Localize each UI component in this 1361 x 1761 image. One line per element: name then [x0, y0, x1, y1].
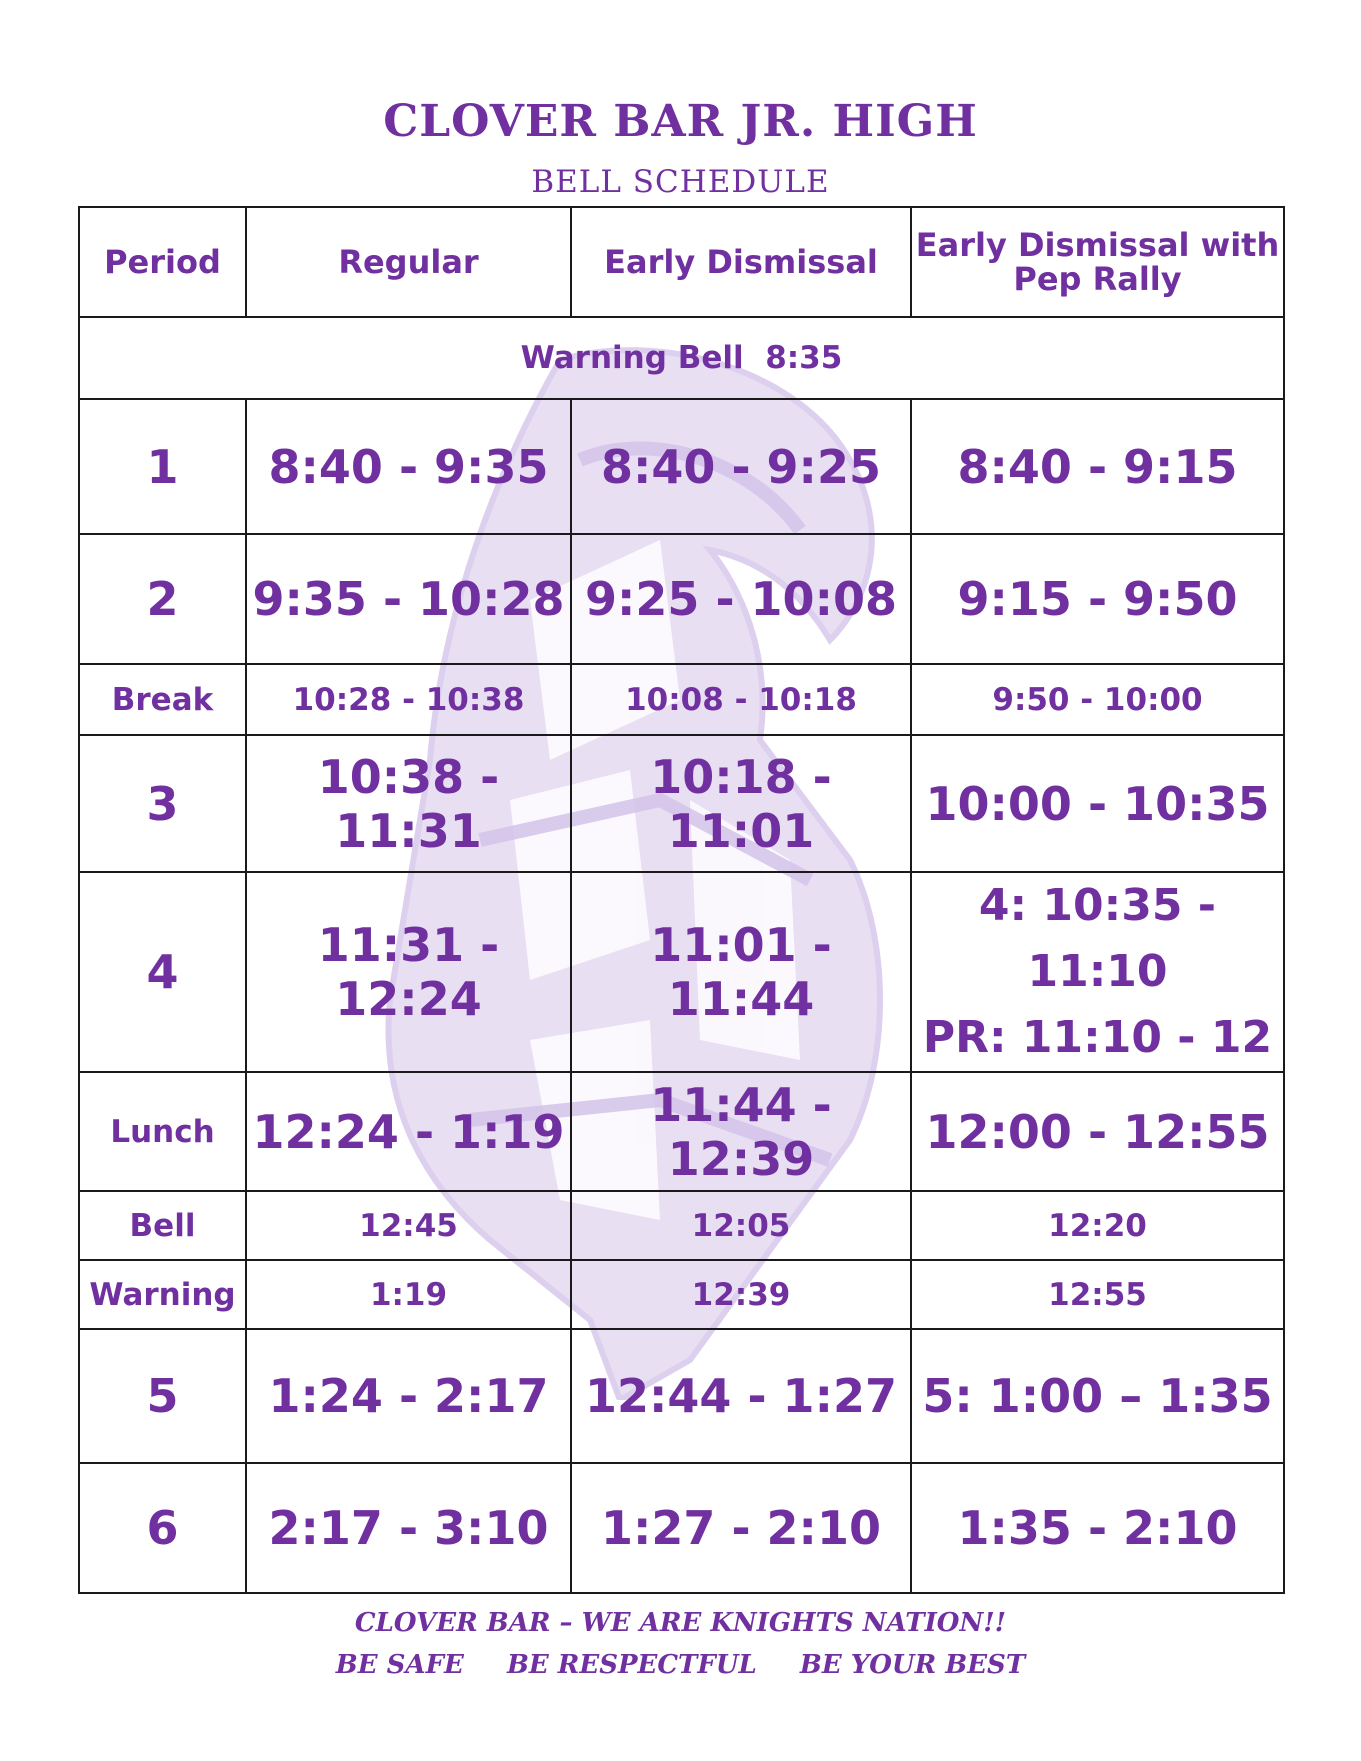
- period-cell: Break: [79, 664, 246, 735]
- header-period: Period: [79, 207, 246, 317]
- table-row: [79, 1072, 1284, 1191]
- pep-cell: [911, 872, 1284, 1072]
- regular-cell: 12:45: [246, 1191, 571, 1260]
- pep-cell: 10:00 - 10:35: [911, 735, 1284, 872]
- early-cell: 11:01 - 11:44: [571, 872, 911, 1072]
- motto-be-safe: BE SAFE: [335, 1650, 464, 1680]
- table-row: [79, 1463, 1284, 1593]
- period-cell: 6: [79, 1463, 246, 1593]
- period-cell: 4: [79, 872, 246, 1072]
- page-title: CLOVER BAR JR. HIGH: [383, 96, 978, 147]
- regular-cell: 1:19: [246, 1260, 571, 1329]
- bell-schedule-table: [78, 206, 1285, 1594]
- regular-cell: 8:40 - 9:35: [246, 399, 571, 534]
- table-row: [79, 534, 1284, 664]
- regular-cell: 11:31 - 12:24: [246, 872, 571, 1072]
- pep-rally-time: PR: 11:10 - 12: [922, 1012, 1273, 1063]
- early-cell: 9:25 - 10:08: [571, 534, 911, 664]
- motto-be-your-best: BE YOUR BEST: [799, 1650, 1026, 1680]
- regular-cell: 12:24 - 1:19: [246, 1072, 571, 1191]
- header-early-dismissal-pep-rally: Early Dismissal with Pep Rally: [911, 207, 1284, 317]
- table-row: [79, 664, 1284, 735]
- footer-mottos: [0, 1650, 1361, 1680]
- pep-cell: 12:55: [911, 1260, 1284, 1329]
- pep-cell: 9:50 - 10:00: [911, 664, 1284, 735]
- early-cell: 11:44 - 12:39: [571, 1072, 911, 1191]
- period-cell: Lunch: [79, 1072, 246, 1191]
- early-cell: 12:44 - 1:27: [571, 1329, 911, 1463]
- warning-bell-row: [79, 317, 1284, 399]
- table-row: [79, 399, 1284, 534]
- early-cell: 1:27 - 2:10: [571, 1463, 911, 1593]
- page-subtitle: BELL SCHEDULE: [531, 164, 830, 200]
- regular-cell: 2:17 - 3:10: [246, 1463, 571, 1593]
- table-row: [79, 1191, 1284, 1260]
- motto-be-respectful: BE RESPECTFUL: [506, 1650, 757, 1680]
- period-cell: 5: [79, 1329, 246, 1463]
- table-row: [79, 872, 1284, 1072]
- early-cell: 10:18 - 11:01: [571, 735, 911, 872]
- period-cell: 2: [79, 534, 246, 664]
- period-cell: Bell: [79, 1191, 246, 1260]
- early-cell: 10:08 - 10:18: [571, 664, 911, 735]
- regular-cell: 9:35 - 10:28: [246, 534, 571, 664]
- footer-slogan: CLOVER BAR – WE ARE KNIGHTS NATION!!: [354, 1608, 1007, 1638]
- pep-period-4: 4: 10:35 - 11:10: [978, 880, 1217, 997]
- early-cell: 12:39: [571, 1260, 911, 1329]
- header-early-dismissal: Early Dismissal: [571, 207, 911, 317]
- regular-cell: 10:28 - 10:38: [246, 664, 571, 735]
- pep-cell: 5: 1:00 – 1:35: [911, 1329, 1284, 1463]
- pep-cell: 1:35 - 2:10: [911, 1463, 1284, 1593]
- pep-cell: 9:15 - 9:50: [911, 534, 1284, 664]
- early-cell: 8:40 - 9:25: [571, 399, 911, 534]
- regular-cell: 10:38 - 11:31: [246, 735, 571, 872]
- table-row: [79, 1260, 1284, 1329]
- warning-bell-cell: Warning Bell 8:35: [79, 317, 1284, 399]
- table-row: [79, 735, 1284, 872]
- regular-cell: 1:24 - 2:17: [246, 1329, 571, 1463]
- period-cell: 1: [79, 399, 246, 534]
- table-header-row: [79, 207, 1284, 317]
- pep-cell: 8:40 - 9:15: [911, 399, 1284, 534]
- period-cell: 3: [79, 735, 246, 872]
- header-regular: Regular: [246, 207, 571, 317]
- period-cell: Warning: [79, 1260, 246, 1329]
- pep-cell: 12:20: [911, 1191, 1284, 1260]
- table-row: [79, 1329, 1284, 1463]
- pep-cell: 12:00 - 12:55: [911, 1072, 1284, 1191]
- early-cell: 12:05: [571, 1191, 911, 1260]
